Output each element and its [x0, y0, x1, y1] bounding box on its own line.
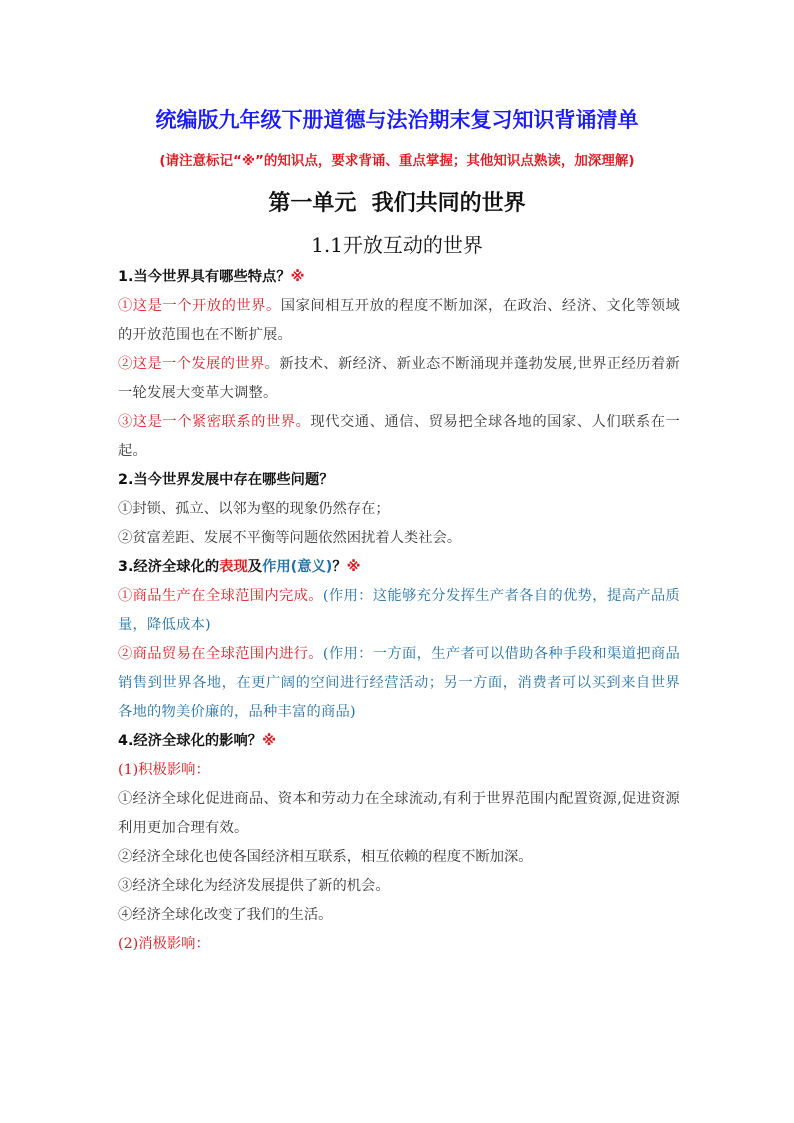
q4-negative-label: (2)消极影响： — [118, 936, 210, 952]
q2-item-2: ②贫富差距、发展不平衡等问题依然困扰着人类社会。 — [118, 530, 462, 546]
q4-positive-item-2: ②经济全球化也使各国经济相互联系，相互依赖的程度不断加深。 — [118, 849, 533, 865]
question-3-title-pre: 3.经济全球化的 — [118, 559, 220, 575]
key-point-mark: ※ — [346, 559, 361, 575]
question-1-heading — [118, 263, 680, 292]
q3-item-1-text: (作用：这能够充分发挥生产者各自的优势，提高产品质量，降低成本) — [118, 588, 680, 633]
question-3-title-mid: 及 — [247, 559, 263, 575]
q4-positive-item-1: ①经济全球化促进商品、资本和劳动力在全球流动,有利于世界范围内配置资源,促进资源利用更加合理有效。 — [118, 791, 680, 836]
q1-item-3-text: 现代交通、通信、贸易把全球各地的国家、人们联系在一起。 — [118, 414, 681, 459]
lesson-title: 1.1开放互动的世界 — [311, 233, 483, 257]
q3-item-2-text: (作用：一方面，生产者可以借助各种手段和渠道把商品销售到世界各地，在更广阔的空间进行经营活动；另一方面，消费者可以买到来自世界各地的物美价廉的，品种丰富的商品) — [118, 646, 680, 720]
document-subtitle: (请注意标记“※”的知识点，要求背诵、重点掌握；其他知识点熟读，加深理解) — [159, 153, 635, 169]
key-point-mark: ※ — [290, 269, 305, 285]
question-3-heading — [118, 553, 680, 582]
key-point-mark: ※ — [262, 733, 276, 749]
question-2-title: 2.当今世界发展中存在哪些问题？ — [118, 472, 334, 488]
question-2-heading — [118, 466, 680, 495]
document-title: 统编版九年级下册道德与法治期末复习知识背诵清单 — [155, 108, 639, 132]
question-3-keyword-manifestation: 表现 — [219, 559, 248, 575]
q1-item-1-text: 国家间相互开放的程度不断加深，在政治、经济、文化等领域的开放范围也在不断扩展。 — [118, 298, 681, 343]
q1-item-3-key: ③这是一个紧密联系的世界。 — [118, 414, 311, 430]
content-body — [118, 263, 680, 959]
q2-item-1: ①封锁、孤立、以邻为壑的现象仍然存在； — [118, 501, 390, 517]
q1-item-2 — [118, 350, 680, 408]
question-4-heading — [118, 727, 680, 756]
q3-item-2 — [118, 640, 680, 727]
q4-positive-item-4: ④经济全球化改变了我们的生活。 — [118, 907, 333, 923]
q4-positive-label: (1)积极影响： — [118, 762, 210, 778]
question-4-title: 4.经济全球化的影响？ — [118, 733, 263, 749]
question-3-keyword-function: 作用(意义) — [262, 559, 333, 575]
unit-title: 第一单元 我们共同的世界 — [268, 191, 526, 216]
q4-positive-item-3: ③经济全球化为经济发展提供了新的机会。 — [118, 878, 390, 894]
question-1-title: 1.当今世界具有哪些特点？ — [118, 269, 291, 285]
q1-item-3 — [118, 408, 680, 466]
question-3-title-post: ？ — [332, 559, 347, 575]
q1-item-2-key: ②这是一个发展的世界。 — [118, 356, 280, 372]
q3-item-2-key: ②商品贸易在全球范围内进行。 — [118, 646, 323, 662]
q1-item-1-key: ①这是一个开放的世界。 — [118, 298, 281, 314]
q1-item-1 — [118, 292, 680, 350]
q3-item-1-key: ①商品生产在全球范围内完成。 — [118, 588, 323, 604]
q3-item-1 — [118, 582, 680, 640]
q1-item-2-text: 新技术、新经济、新业态不断涌现并蓬勃发展,世界正经历着新一轮发展大变革大调整。 — [118, 356, 680, 401]
